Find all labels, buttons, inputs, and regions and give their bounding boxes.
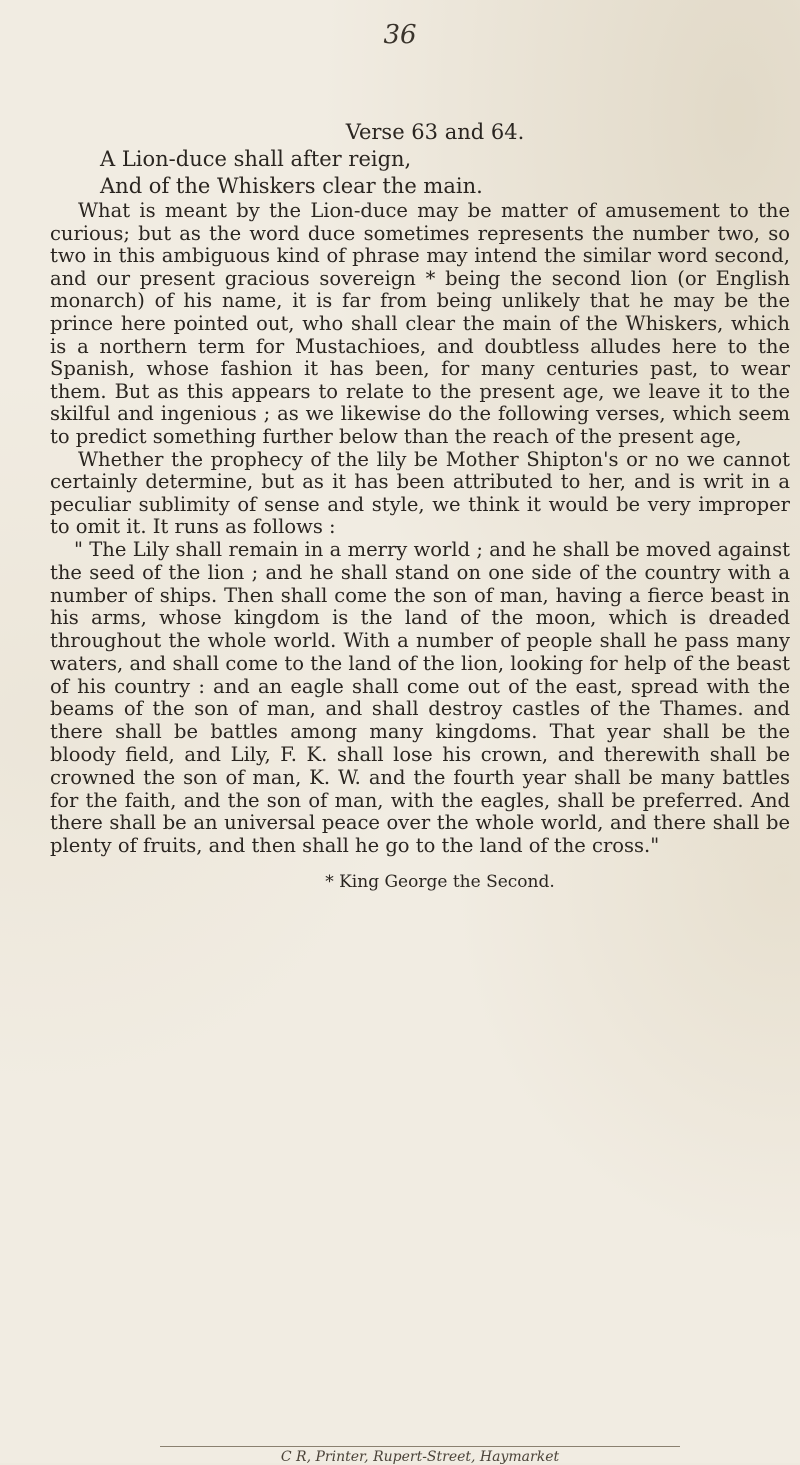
page-body <box>50 118 790 892</box>
printer-imprint: C R, Printer, Rupert-Street, Haymarket <box>160 1446 680 1465</box>
commentary-paragraph: What is meant by the Lion-duce may be matter of amusement to the curious; but as the word duce sometimes represents the number two, so two in this ambiguous kind of phrase may intend the similar word second, and our present gracious sovereign * being the second lion (or English monarch) of his name, it is far from being unlikely that he may be the prince here pointed out, who shall clear the main of the Whiskers, which is a northern term for Mustachioes, and doubtless alludes here to the Spanish, whose fashion it has been, for many centuries past, to wear them. But as this appears to relate to the present age, we leave it to the skilful and ingenious ; as we likewise do the following verses, which seem to predict something further below than the reach of the present age, <box>50 199 790 448</box>
page-number: 36 <box>383 20 417 50</box>
verse-line-2: And of the Whiskers clear the main. <box>100 174 483 198</box>
footnote: * King George the Second. <box>325 872 555 893</box>
verse-line-1: A Lion-duce shall after reign, <box>100 147 412 171</box>
shipton-paragraph: Whether the prophecy of the lily be Mother Shipton's or no we cannot certainly determine, but as it has been attributed to her, and is writ in a peculiar sublimity of sense and style, we think it would be very improper to omit it. It runs as follows : <box>50 447 790 539</box>
verse-heading: Verse 63 and 64. <box>345 120 525 144</box>
lily-prophecy-quote: " The Lily shall remain in a merry world ; and he shall be moved against the seed of the lion ; and he shall stand on one side of the country with a number of ships. Then shall come the son of man, having a fierce beast in his arms, whose kingdom is the land of the moon, which is dreaded throughout the whole world. With a number of people shall he pass many waters, and shall come to the land of the lion, looking for help of the beast of his country : and an eagle shall come out of the east, spread with the beams of the son of man, and shall destroy castles of the Thames. and there shall be battles among many kingdoms. That year shall be the bloody field, and Lily, F. K. shall lose his crown, and therewith shall be crowned the son of man, K. W. and the fourth year shall be many battles for the faith, and the son of man, with the eagles, shall be preferred. And there shall be an universal peace over the whole world, and there shall be plenty of fruits, and then shall he go to the land of the cross." <box>50 537 790 858</box>
